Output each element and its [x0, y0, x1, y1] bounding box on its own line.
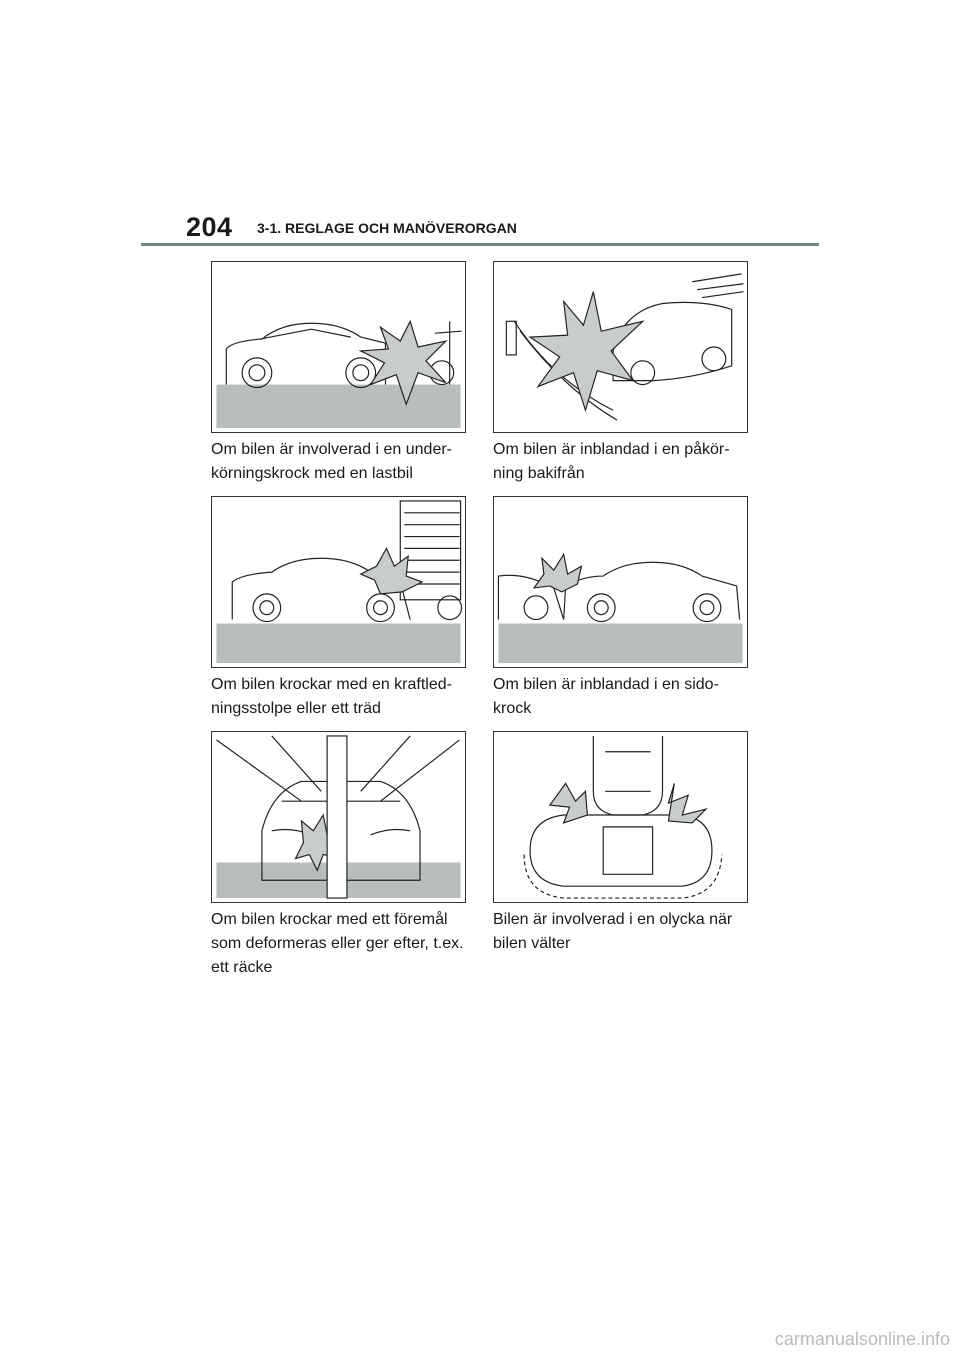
footer-watermark: carmanualsonline.info	[774, 1329, 950, 1349]
rollover-illustration	[494, 732, 747, 902]
caption-deformable-object-collision	[211, 908, 481, 980]
illustration-rollover	[493, 731, 748, 903]
side-collision-illustration	[494, 497, 747, 667]
deformable-object-collision-illustration	[212, 732, 465, 902]
page-number: 204	[186, 212, 233, 242]
illustration-rear-collision	[493, 261, 748, 433]
caption-line: ning bakifrån	[493, 465, 585, 482]
section-title: 3-1. REGLAGE OCH MANÖVERORGAN	[257, 220, 517, 236]
caption-rear-collision	[493, 438, 763, 486]
rear-collision-illustration	[494, 262, 747, 432]
illustration-underride-collision	[211, 261, 466, 433]
caption-line: Om bilen är inblandad i en sido-	[493, 676, 719, 693]
caption-side-collision	[493, 673, 763, 721]
caption-line: ningsstolpe eller ett träd	[211, 700, 381, 717]
underride-collision-illustration	[212, 262, 465, 432]
caption-line: krock	[493, 700, 532, 717]
caption-line: Om bilen är involverad i en under-	[211, 441, 453, 458]
illustration-deformable-object-collision	[211, 731, 466, 903]
caption-line: som deformeras eller ger efter, t.ex.	[211, 935, 464, 952]
pole-collision-illustration	[212, 497, 465, 667]
caption-underride-collision	[211, 438, 481, 486]
caption-pole-collision	[211, 673, 481, 721]
caption-rollover	[493, 908, 763, 956]
caption-line: Bilen är involverad i en olycka när	[493, 911, 733, 928]
caption-line: bilen välter	[493, 935, 571, 952]
caption-line: Om bilen är inblandad i en påkör-	[493, 441, 730, 458]
illustration-pole-collision	[211, 496, 466, 668]
caption-line: körningskrock med en lastbil	[211, 465, 413, 482]
illustration-side-collision	[493, 496, 748, 668]
caption-line: Om bilen krockar med ett föremål	[211, 911, 448, 928]
caption-line: Om bilen krockar med en kraftled-	[211, 676, 452, 693]
header-rule	[141, 243, 819, 246]
caption-line: ett räcke	[211, 959, 273, 976]
